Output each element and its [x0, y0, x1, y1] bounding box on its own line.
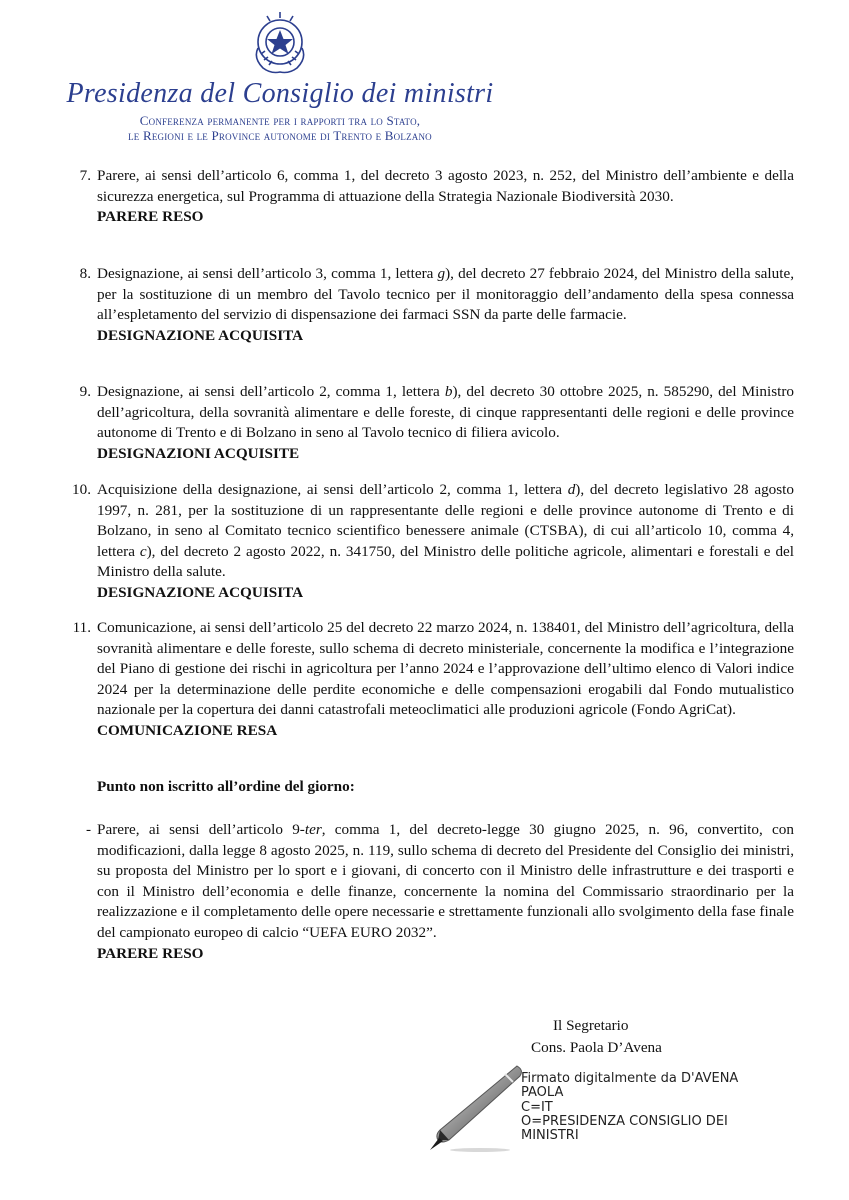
item-number: 10. [72, 481, 91, 498]
digital-signature-line: C=IT [521, 1099, 553, 1115]
signatory-title: Il Segretario [553, 1017, 629, 1034]
digital-signature-line: MINISTRI [521, 1128, 579, 1144]
item-text: Designazione, ai sensi dell’articolo 3, comma 1, lettera g), del decreto 27 febbraio 2024, del Ministro della salute, per la sostituzione di un membro del Tavolo tecnico per il monitoraggio dell’andamento della spesa connessa all’espletamento del servizio di dispensazione dei farmaci SSN da parte delle farmacie. [97, 265, 794, 324]
item-number: 8. [79, 265, 91, 282]
item-outcome: DESIGNAZIONI ACQUISITE [97, 444, 300, 462]
item-number: 7. [79, 167, 91, 184]
item-outcome: DESIGNAZIONE ACQUISITA [97, 326, 304, 344]
institution-title: Presidenza del Consiglio dei ministri [66, 78, 494, 109]
signatory-name: Cons. Paola D’Avena [531, 1039, 662, 1056]
digital-signature-line: PAOLA [521, 1085, 564, 1101]
item-outcome: DESIGNAZIONE ACQUISITA [97, 583, 304, 601]
pen-icon [425, 1062, 525, 1154]
item-number: 11. [72, 619, 91, 636]
item-outcome: COMUNICAZIONE RESA [97, 721, 278, 739]
item-outcome: PARERE RESO [97, 944, 204, 962]
conference-name-line-1: Conferenza permanente per i rapporti tra lo Stato, [139, 113, 421, 128]
conference-name-line-2: le Regioni e le Province autonome di Trento e Bolzano [128, 128, 432, 143]
digital-signature-line: O=PRESIDENZA CONSIGLIO DEI [521, 1113, 728, 1129]
digital-signature-line: Firmato digitalmente da D'AVENA [521, 1071, 739, 1086]
item-text: Acquisizione della designazione, ai sensi dell’articolo 2, comma 1, lettera d), del decreto legislativo 28 agosto 1997, n. 281, per la sostituzione di un rappresentante delle regioni e delle province autonome di Trento e di Bolzano, in seno al Comitato tecnico scientifico benessere animale (CTSBA), di cui all’articolo 10, comma 4, lettera c), del decreto 2 agosto 2022, n. 341750, del Ministro delle politiche agricole, alimentari e forestali e del Ministro della salute. [97, 481, 794, 581]
item-bullet: - [85, 821, 91, 838]
item-number: 9. [79, 383, 91, 400]
item-outcome: PARERE RESO [97, 208, 204, 226]
republic-emblem-icon [245, 8, 315, 78]
digital-signature-block [521, 1072, 801, 1143]
item-text: Comunicazione, ai sensi dell’articolo 25 del decreto 22 marzo 2024, n. 138401, del Ministro dell’agricoltura, della sovranità alimentare e delle foreste, sullo schema di decreto ministeriale, concernente la modifica e l’integrazione del Piano di gestione dei rischi in agricoltura per l’anno 2024 e l’approvazione dell’ultimo elenco di Valori indice 2024 per la determinazione delle perdite economiche e delle compensazioni erogabili dal Fondo mutualistico nazionale per la copertura dei danni catastrofali meteoclimatici alle produzioni agricole (Fondo AgriCat). [97, 619, 794, 719]
item-text: Parere, ai sensi dell’articolo 9-ter, comma 1, del decreto-legge 30 giugno 2025, n. 96, convertito, con modificazioni, dalla legge 8 agosto 2025, n. 119, sullo schema di decreto del Presidente del Consiglio dei ministri, su proposta del Ministro per lo sport e i giovani, di concerto con il Ministro delle infrastrutture e dei trasporti e con il Ministro dell’economia e delle finanze, concernente la nomina del Commissario straordinario per la realizzazione e il completamento delle opere necessarie e strettamente funzionali allo svolgimento della fase finale del campionato europeo di calcio “UEFA EURO 2032”. [97, 821, 794, 941]
item-text: Parere, ai sensi dell’articolo 6, comma 1, del decreto 3 agosto 2023, n. 252, del Ministro dell’ambiente e della sicurezza energetica, sul Programma di attuazione della Strategia Nazionale Biodiversità 2030. [97, 167, 794, 205]
item-text: Designazione, ai sensi dell’articolo 2, comma 1, lettera b), del decreto 30 ottobre 2025, n. 585290, del Ministro dell’agricoltura, della sovranità alimentare e delle foreste, di cinque rappresentanti delle regioni e delle province autonome di Trento e di Bolzano in seno al Tavolo tecnico di filiera avicolo. [97, 383, 794, 442]
off-agenda-heading: Punto non iscritto all’ordine del giorno: [97, 778, 355, 795]
